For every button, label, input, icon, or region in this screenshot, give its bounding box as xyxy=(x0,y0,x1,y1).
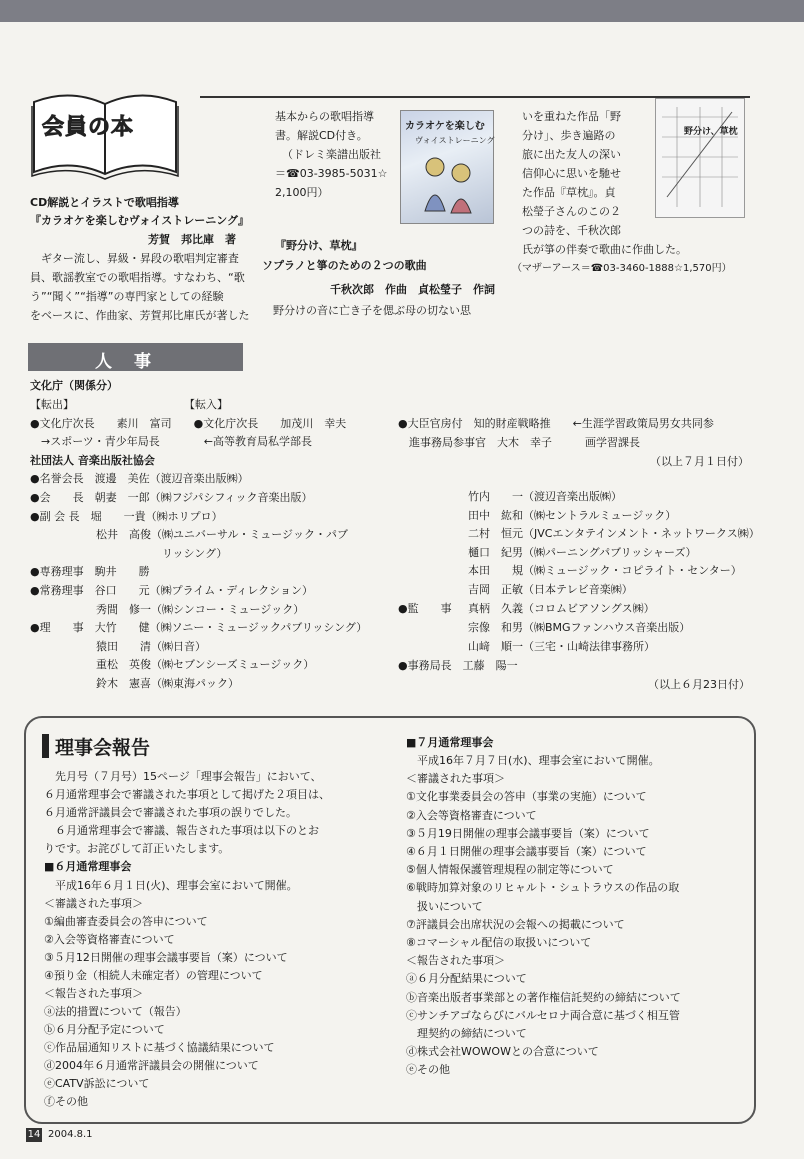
auditor-label: ●監 事 xyxy=(398,602,452,615)
publisher-board-entry: 樋口 紀男（㈱パーニングパブリッシャーズ） xyxy=(468,545,697,559)
july-meeting-line: ⓐ６月分配結果について xyxy=(406,972,527,986)
personnel-left-line: 松井 高俊（㈱ユニバーサル・ミュージック・パブ xyxy=(30,528,349,542)
july-meeting-line: ①文化事業委員会の答申（事業の実施）について xyxy=(406,790,647,804)
july-meeting-line: ⓑ音楽出版者事業部との著作権信託契約の締結について xyxy=(406,990,681,1004)
publisher-board-entry: 二村 恒元（JVCエンタテインメント・ネットワークス㈱） xyxy=(468,527,760,541)
june-meeting-line: ②入会等資格審査について xyxy=(44,933,175,946)
personnel-left-line: ●専務理事 駒井 勝 xyxy=(30,565,150,579)
june-meeting-line: ⓑ６月分配予定について xyxy=(44,1023,165,1036)
book2-cover-title: 野分け、草枕 xyxy=(684,127,738,137)
book2-author: 千秋次郎 作曲 貞松瑩子 作詞 xyxy=(330,283,495,296)
book2-desc-line: 信仰心に思いを馳せ xyxy=(522,167,621,180)
book2-desc-line: いを重ねた作品「野 xyxy=(522,110,621,123)
personnel-left-line: 重松 英俊（㈱セブンシーズミュージック） xyxy=(30,658,315,672)
report-title: 理事会報告 xyxy=(55,737,151,759)
july-meeting-heading: ■７月通常理事会 xyxy=(406,736,494,749)
book2-body-line: 野分けの音に亡き子を偲ぶ母の切ない思 xyxy=(262,304,471,317)
auditor-entry: 宗像 和男（㈱BMGファンハウス音楽出版） xyxy=(468,621,691,634)
book1-body-line: ギター流し、昇級・昇段の歌唱判定審査 xyxy=(30,252,239,265)
personnel-right-line: ●大臣官房付 知的財産戦略推 ←生涯学習政策局男女共同参 xyxy=(398,417,714,430)
personnel-left-line: 秀間 修一（㈱シンコー・ミュージック） xyxy=(30,602,305,616)
book2-desc-line: 分け」、歩き遍路の xyxy=(522,129,616,142)
book2-title: 『野分け、草枕』 xyxy=(275,239,363,252)
personnel-left-line: 鈴木 憲喜（㈱東海パック） xyxy=(30,677,239,690)
top-banner xyxy=(0,0,804,22)
personnel-left-line: 猿田 清（㈱日音） xyxy=(30,639,206,653)
july-meeting-line: ②入会等資格審査について xyxy=(406,808,537,822)
book1-desc-line: ＝☎03-3985-5031☆ xyxy=(275,167,388,180)
personnel-left-line: →スポーツ・青少年局長 ←高等教育局私学部長 xyxy=(30,435,312,449)
book2-subtitle: ソプラノと箏のための２つの歌曲 xyxy=(262,259,427,272)
june-meeting-line: ＜報告された事項＞ xyxy=(44,987,143,1000)
report-title-mark xyxy=(42,734,49,758)
personnel-left-line: リッシング） xyxy=(30,546,228,560)
personnel-left-line: ●常務理事 谷口 元（㈱プライム・ディレクション） xyxy=(30,584,313,597)
june-meeting-line: ⓔCATV訴訟について xyxy=(44,1077,150,1090)
publisher-board-entry: 竹内 一（渡辺音楽出版㈱） xyxy=(468,490,622,503)
book2-desc-line: た作品『草枕』。貞 xyxy=(522,186,616,199)
book2-price: （マザーアース＝☎03-3460-1888☆1,570円） xyxy=(512,263,732,274)
section-label: 会員の本 xyxy=(42,115,135,140)
book1-desc-line: 基本からの歌唱指導 xyxy=(275,110,374,123)
june-meeting-line: ⓓ2004年６月通常評議員会の開催について xyxy=(44,1059,259,1072)
bunkacho-heading: 文化庁（関係分） xyxy=(30,379,118,392)
publisher-board-entry: 本田 規（㈱ミュージック・コピライト・センター） xyxy=(468,564,742,578)
july-meeting-line: ⓒサンチアゴならびにバルセロナ両合意に基づく相互管 xyxy=(406,1008,680,1022)
july-meeting-line: ④６月１日開催の理事会議事要旨（案）について xyxy=(406,845,647,858)
personnel-title: 人事 xyxy=(95,352,173,372)
report-intro-line: ６月通常理事会で審議、報告された事項は以下のとお xyxy=(44,824,319,837)
personnel-left-line: 社団法人 音楽出版社協会 xyxy=(30,453,155,467)
report-intro-line: ６月通常理事会で審議された事項として掲げた２項目は、 xyxy=(44,788,330,801)
june-meeting-line: 平成16年６月１日(火)、理事会室において開催。 xyxy=(44,879,298,892)
report-intro-line: りです。お詫びして訂正いたします。 xyxy=(44,842,230,855)
book1-cover-subtitle: ヴォイストレーニング xyxy=(415,136,495,145)
june-meeting-line: ⓕその他 xyxy=(44,1095,88,1108)
score-grid-icon xyxy=(662,107,738,207)
personnel-left-line: ●文化庁次長 素川 富司 ●文化庁次長 加茂川 幸夫 xyxy=(30,416,347,430)
book1-price: 2,100円） xyxy=(275,186,329,199)
personnel-left-line: 【転出】 【転入】 xyxy=(30,398,228,411)
book1-body-line: 員、歌謡教室での歌唱指導。すなわち、“歌 xyxy=(30,271,245,284)
book1-author: 芳賀 邦比庫 著 xyxy=(148,233,236,246)
june-meeting-heading: ■６月通常理事会 xyxy=(44,860,132,873)
personnel-date-1: （以上７月１日付） xyxy=(650,455,749,468)
personnel-left-line: ●会 長 朝妻 一郎（㈱フジパシフィック音楽出版） xyxy=(30,491,313,504)
book1-body-line: をベースに、作曲家、芳賀邦比庫氏が著した xyxy=(30,309,250,322)
book1-body-line: う”“聞く”“指導”の専門家としての経験 xyxy=(30,290,224,303)
june-meeting-line: ④預り金（相続人未確定者）の管理について xyxy=(44,969,263,982)
page-number: 14 xyxy=(27,1129,41,1140)
publisher-board-entry: 吉岡 正敏（日本テレビ音楽㈱） xyxy=(468,583,633,596)
july-meeting-line: ⓔその他 xyxy=(406,1063,450,1077)
book2-desc-line: 氏が箏の伴奏で歌曲に作曲した。 xyxy=(522,243,687,256)
secretary-entry: ●事務局長 工藤 陽一 xyxy=(398,659,518,672)
june-meeting-line: ＜審議された事項＞ xyxy=(44,897,143,910)
personnel-date-2: （以上６月23日付） xyxy=(648,678,750,691)
book2-desc-line: つの詩を、千秋次郎 xyxy=(522,224,621,237)
book1-lead: CD解説とイラストで歌唱指導 xyxy=(30,196,179,209)
june-meeting-line: ①編曲審査委員会の答申について xyxy=(44,915,208,928)
july-meeting-line: 扱いについて xyxy=(406,899,483,913)
personnel-left-line: ●名誉会長 渡邊 美佐（渡辺音楽出版㈱） xyxy=(30,472,249,486)
personnel-right-line: 進事務局参事官 大木 幸子 画学習課長 xyxy=(398,436,640,449)
auditor-entry: 山﨑 順一（三宅・山崎法律事務所） xyxy=(468,640,655,653)
july-meeting-line: ⑧コマーシャル配信の取扱いについて xyxy=(406,936,592,949)
book1-cover-title: カラオケを楽しむ xyxy=(405,121,485,132)
publisher-board-entry: 田中 紘和（㈱セントラルミュージック） xyxy=(468,508,677,522)
july-meeting-line: ③５月19日開催の理事会議事要旨（案）について xyxy=(406,826,650,840)
book1-cover-image xyxy=(400,110,494,224)
july-meeting-line: ⓓ株式会社WOWOWとの合意について xyxy=(406,1045,599,1059)
july-meeting-line: ⑤個人情報保護管理規程の制定等について xyxy=(406,863,614,877)
july-meeting-line: ⑥戦時加算対象のリヒャルト・シュトラウスの作品の取 xyxy=(406,881,680,895)
issue-date: 2004.8.1 xyxy=(48,1129,93,1140)
book1-desc-line: 書。解説CD付き。 xyxy=(275,129,368,142)
auditor-entry: 真柄 久義（コロムビアソングス㈱） xyxy=(468,602,655,615)
report-intro-line: 先月号（７月号）15ページ「理事会報告」において、 xyxy=(44,770,322,783)
july-meeting-line: 理契約の締結について xyxy=(406,1027,527,1040)
july-meeting-line: ＜審議された事項＞ xyxy=(406,772,505,786)
june-meeting-line: ③５月12日開催の理事会議事要旨（案）について xyxy=(44,951,288,964)
book2-cover-image xyxy=(655,98,745,218)
june-meeting-line: ⓒ作品届通知リストに基づく協議結果について xyxy=(44,1041,275,1054)
personnel-left-line: ●理 事 大竹 健（㈱ソニー・ミュージックパブリッシング） xyxy=(30,621,368,635)
singer-illustration-icon xyxy=(411,151,483,215)
book1-desc-line: （ドレミ楽譜出版社 xyxy=(282,148,381,161)
book2-desc-line: 旅に出た友人の深い xyxy=(522,148,621,161)
july-meeting-line: 平成16年７月７日(水)、理事会室において開催。 xyxy=(406,754,660,767)
july-meeting-line: ⑦評議員会出席状況の会報への掲載について xyxy=(406,917,625,931)
july-meeting-line: ＜報告された事項＞ xyxy=(406,954,505,968)
book2-desc-line: 松瑩子さんのこの２ xyxy=(522,205,621,218)
june-meeting-line: ⓐ法的措置について（報告） xyxy=(44,1005,187,1018)
personnel-left-line: ●副 会 長 堀 一貴（㈱ホリプロ） xyxy=(30,509,223,523)
report-intro-line: ６月通常評議員会で審議された事項の誤りでした。 xyxy=(44,806,297,819)
book1-title: 『カラオケを楽しむヴォイストレーニング』 xyxy=(30,214,250,227)
